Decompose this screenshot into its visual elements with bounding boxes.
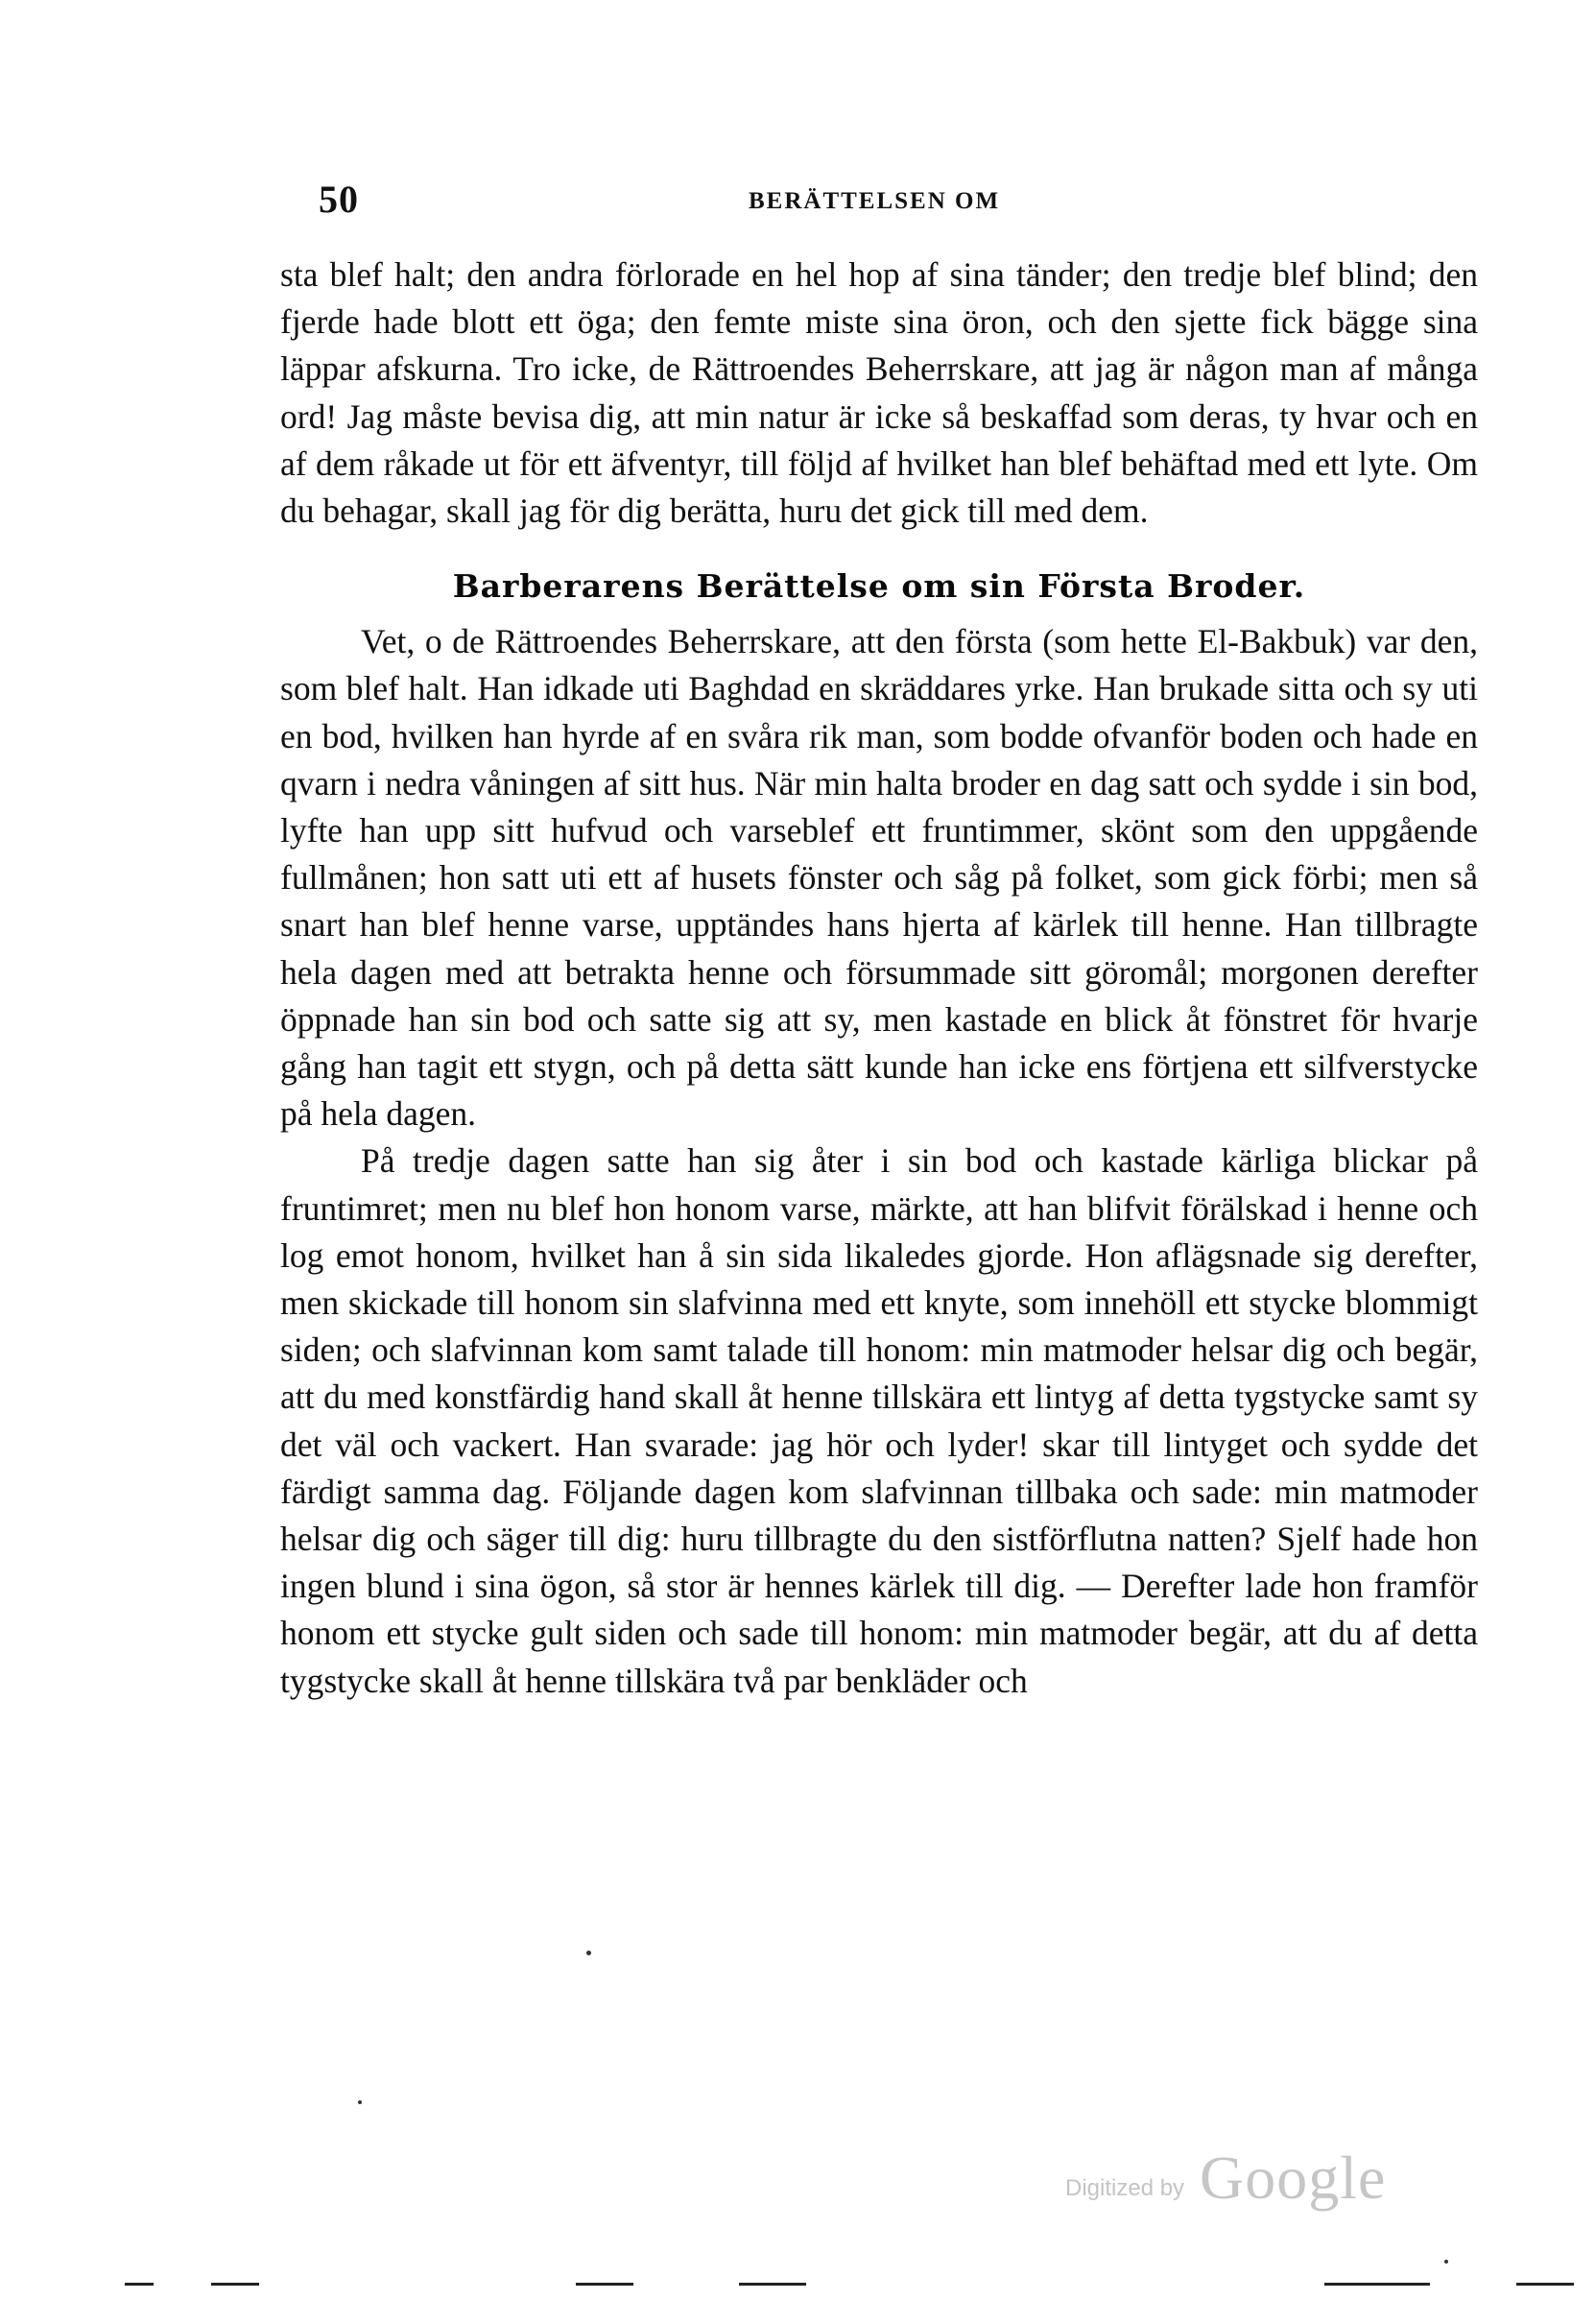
paragraph-2: Vet, o de Rättroendes Beherrskare, att den första (som hette El-Bakbuk) var den, som blef halt. Han idkade uti Baghdad en skräddares yrke. Han brukade sitta och sy uti en bod, hvilken han hyrde af en svåra rik man, som bodde ofvanför boden och hade en qvarn i nedra våningen af sitt hus. När min halta broder en dag satt och sydde i sin bod, lyfte han upp sitt hufvud och varseblef ett fruntimmer, skönt som den uppgående fullmånen; hon satt uti ett af husets fönster och såg på folket, som gick förbi; men så snart han blef henne varse, upptändes hans hjerta af kärlek till henne. Han tillbragte hela dagen med att betrakta henne och försummade sitt göromål; morgonen derefter öppnade han sin bod och satte sig att sy, men kastade en blick åt fönstret för hvarje gång han tagit ett stygn, och på detta sätt kunde han icke ens förtjena ett silfverstycke på hela dagen. <box>280 622 1478 1134</box>
page-number: 50 <box>319 178 359 221</box>
scan-edge-mark <box>576 2283 633 2286</box>
digitized-by-label: Digitized by <box>1065 2175 1185 2201</box>
paragraph-3: På tredje dagen satte han sig åter i sin bod och kastade kärliga blickar på fruntimret; men nu blef hon honom varse, märkte, att han blifvit förälskad i henne och log emot honom, hvilket han å sin sida likaledes gjorde. Hon aflägsnade sig derefter, men skickade till honom sin slafvinna med ett knyte, som innehöll ett stycke blommigt siden; och slafvinnan kom samt talade till honom: min matmoder helsar dig och begär, att du med konstfärdig hand skall åt henne tillskära ett lintyg af detta tygstycke samt sy det väl och vackert. Han svarade: jag hör och lyder! skar till lintyget och sydde det färdigt samma dag. Följande dagen kom slafvinnan tillbaka och sade: min matmoder helsar dig och säger till dig: huru tillbragte du den sistförflutna natten? Sjelf hade hon ingen blund i sina ögon, så stor är hennes kärlek till dig. — Derefter lade hon framför honom ett stycke gult siden och sade till honom: min matmoder begär, att du af detta tygstycke skall åt henne tillskära två par benkläder och <box>280 1141 1478 1700</box>
body-text <box>280 252 1478 1705</box>
scan-edge-mark <box>1324 2283 1430 2286</box>
page-header <box>280 177 1478 234</box>
digitized-watermark <box>1065 2143 1411 2219</box>
ink-speck <box>1444 2260 1448 2264</box>
google-logo: Google <box>1200 2144 1387 2212</box>
scan-edge-mark <box>211 2283 259 2286</box>
section-heading: Barberarens Berättelse om sin Första Broder. <box>452 567 1306 606</box>
paragraph-1: sta blef halt; den andra förlorade en hel hop af sina tänder; den tredje blef blind; den fjerde hade blott ett öga; den femte miste sina öron, och den sjette fick bägge sina läppar afskurna. Tro icke, de Rättroendes Beherrskare, att jag är någon man af många ord! Jag måste bevisa dig, att min natur är icke så beskaffad som deras, ty hvar och en af dem råkade ut för ett äfventyr, till följd af hvilket han blef behäftad med ett lyte. Om du behagar, skall jag för dig berätta, huru det gick till med dem. <box>280 255 1478 531</box>
scan-edge-mark <box>1516 2283 1574 2286</box>
ink-speck <box>358 2100 362 2104</box>
scan-edge-mark <box>125 2283 154 2286</box>
ink-speck <box>586 1951 591 1955</box>
scan-edge-mark <box>739 2283 806 2286</box>
running-head: BERÄTTELSEN OM <box>749 188 1001 214</box>
